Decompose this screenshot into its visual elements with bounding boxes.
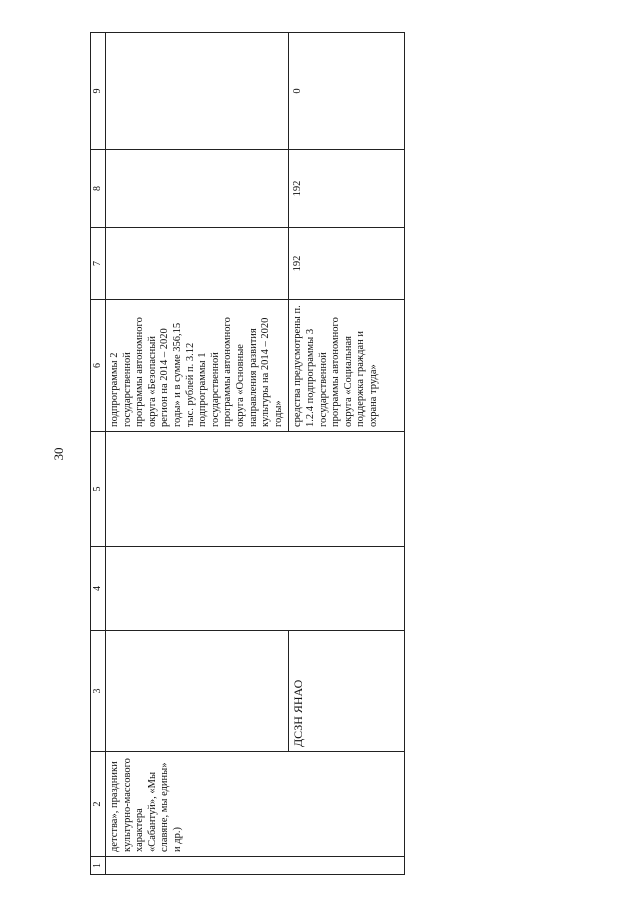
page-number: 30	[51, 447, 66, 461]
cell-agency: ДСЗН ЯНАО	[289, 631, 405, 752]
cell-col3	[106, 631, 289, 752]
column-number: 8	[91, 150, 106, 228]
cell-funding-source: средства предусмотрены п. 1.2.4 подпрограммы 3 государственной программы автономного округа «Социальная поддержка граждан и охрана труда»	[289, 300, 405, 432]
cell-value: 192	[289, 150, 405, 228]
cell-value: 0	[289, 33, 405, 150]
column-number-row	[91, 33, 106, 875]
cell-col9	[106, 33, 289, 150]
cell-col4	[106, 547, 405, 631]
rotated-table-frame	[90, 33, 405, 875]
column-number: 7	[91, 228, 106, 300]
table-row	[106, 33, 289, 875]
column-number: 2	[91, 752, 106, 857]
cell-col7	[106, 228, 289, 300]
column-number: 9	[91, 33, 106, 150]
column-number: 6	[91, 300, 106, 432]
cell-col5	[106, 432, 405, 547]
cell-funding-source: подпрограммы 2 государственной программы автономного округа «Безопасный регион на 2014 – 2020 годы» и в сумме 356,15 тыс. рублей п. 3.12 подпрограммы 1 государственной программы автономного округа «Основные направления развития культуры на 2014 – 2020 годы»	[106, 300, 289, 432]
column-number: 3	[91, 631, 106, 752]
cell-col8	[106, 150, 289, 228]
column-number: 4	[91, 547, 106, 631]
cell-measure-description: детства», праздники культурно-массового характера «Сабантуй», «Мы славяне, мы едины» и др.)	[106, 752, 405, 857]
cell-value: 192	[289, 228, 405, 300]
column-number: 5	[91, 432, 106, 547]
measures-table	[90, 32, 405, 875]
cell-col1	[106, 857, 405, 875]
column-number: 1	[91, 857, 106, 875]
